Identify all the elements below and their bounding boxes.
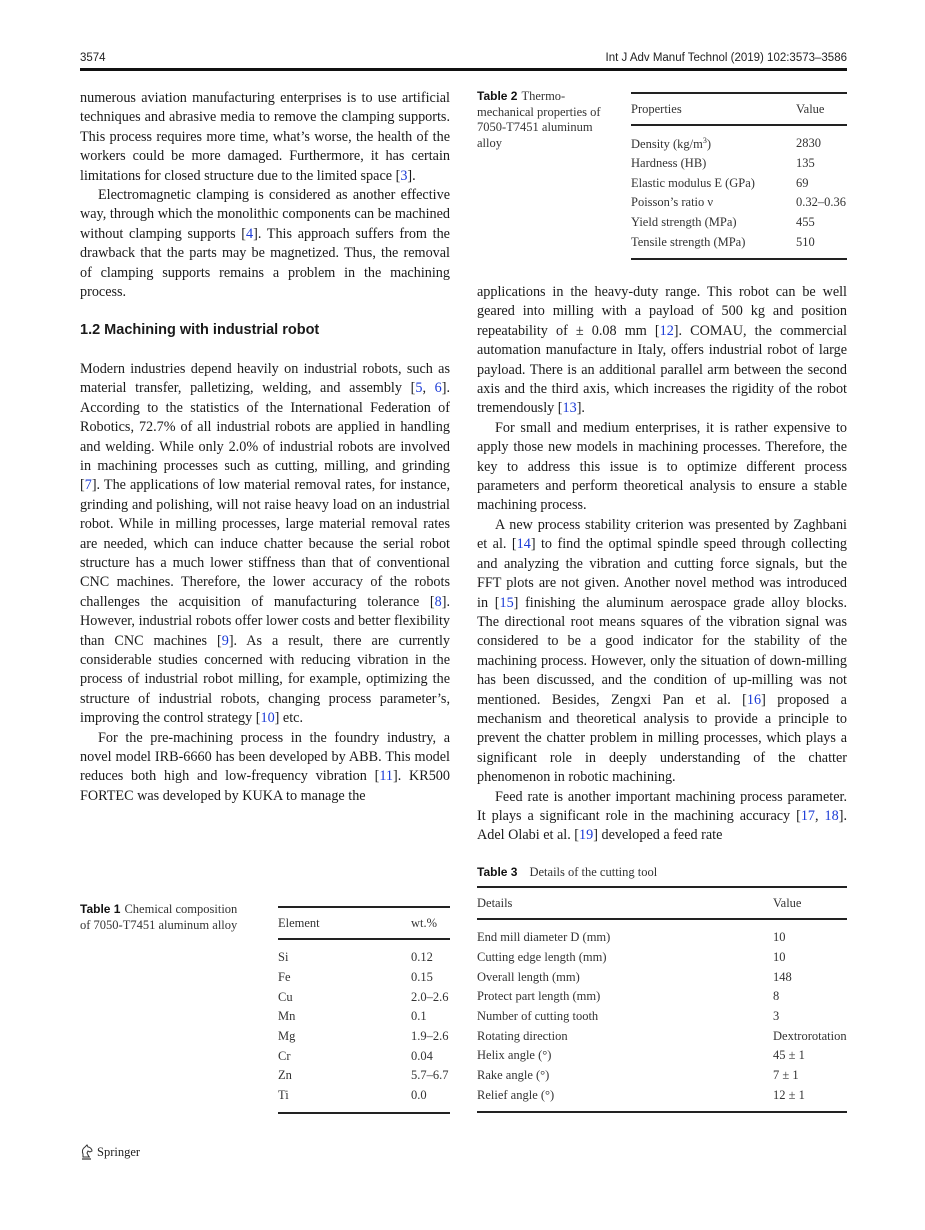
citation-link-5[interactable]: 5 xyxy=(415,380,423,397)
table-row: Mg 1.9–2.6 xyxy=(278,1029,449,1044)
table-row: Overall length (mm) 148 xyxy=(477,969,792,984)
header-rule xyxy=(80,68,847,71)
table-row: Tensile strength (MPa) 510 xyxy=(631,234,815,249)
citation-link-19[interactable]: 19 xyxy=(579,827,594,844)
citation-link-17[interactable]: 17 xyxy=(800,807,816,824)
citation-link-4[interactable]: 4 xyxy=(246,225,254,242)
table-header-row xyxy=(631,93,847,125)
citation-link-7[interactable]: 7 xyxy=(84,477,92,494)
table-2-caption: Table 2 Thermo-mechanical properties of 7050-T7451 aluminum alloy xyxy=(477,89,601,150)
table-row: Helix angle (°) 45 ± 1 xyxy=(477,1048,805,1063)
paragraph-7: A new process stability criterion was presented by Zaghbani et al. [14] to find the optimal spindle speed through collecting and analyzing the vibration and cutting force signals, but the FFT plots are not given. Another novel method was introduced in [15] finishing the aluminum aerospace grade alloy blocks. The directional root means squares of the vibration signal was considered to be a good indicator for the stability of the machining process. However, only the situation of down-milling has been discussed, and the condition of up-milling was not mentioned. Besides, Zengxi Pan et al. [16] proposed a mechanism and theoretical analysis to provide a principle to prevent the chatter problem in milling processes, which plays a significant role in deeply understanding of the chatter phenomenon in robotic machining. xyxy=(477,516,848,786)
column-header: Value xyxy=(796,101,825,116)
citation-link-18[interactable]: 18 xyxy=(824,807,839,824)
table-row: Zn 5.7–6.7 xyxy=(278,1068,449,1083)
paragraph-8: Feed rate is another important machining process parameter. It plays a significant role in the machining accuracy [17, 18]. Adel Olabi et al. [19] developed a feed rate xyxy=(477,788,847,844)
left-column xyxy=(80,89,450,806)
table-row: Hardness (HB) 135 xyxy=(631,156,815,171)
table-row: Cu 2.0–2.6 xyxy=(278,989,449,1004)
table-header-row xyxy=(278,907,450,939)
table-row: Protect part length (mm) 8 xyxy=(477,989,780,1004)
column-header: Properties xyxy=(631,101,682,116)
citation-link-13[interactable]: 13 xyxy=(562,400,577,417)
table-row: Cutting edge length (mm) 10 xyxy=(477,950,786,965)
citation-link-12[interactable]: 12 xyxy=(659,322,674,339)
publisher-footer xyxy=(80,1144,140,1160)
table-3-caption: Table 3 Details of the cutting tool xyxy=(477,865,658,879)
citation-link-9[interactable]: 9 xyxy=(221,632,229,649)
right-column xyxy=(477,283,847,846)
running-header xyxy=(80,50,847,68)
citation-link-6[interactable]: 6 xyxy=(434,380,442,397)
table-row: Relief angle (°) 12 ± 1 xyxy=(477,1087,805,1102)
citation-link-8[interactable]: 8 xyxy=(434,593,442,610)
table-header-row xyxy=(477,887,847,919)
table-1-label: Table 1 xyxy=(80,902,121,916)
table-row: End mill diameter D (mm) 10 xyxy=(477,930,786,945)
paragraph-3: Modern industries depend heavily on industrial robots, such as material transfer, palletizing, welding, and assembly [5, 6]. According to the statistics of the International Federation of Robotics, 72.7% of all industrial robots are applied in handling and welding. While only 2.0% of industrial robots are involved in machining processes such as cutting, milling, and grinding [7]. The applications of low material removal rates, for instance, grinding and polishing, will not raise heavy load on an industrial robot. While in milling processes, large material removal rates are needed, which can induce chatter because the serial robot structure has a much lower stiffness than that of conventional CNC machines. Therefore, the lower accuracy of the robots challenges the acquisition of manufacturing tolerance [8]. However, industrial robots offer lower costs and better flexibility than CNC machines [9]. As a result, there are currently considerable studies concerned with reducing vibration in the process of industrial robot milling, for example, optimizing the structure of industrial robots, changing process parameter’s, improving the control strategy [10] etc. xyxy=(80,360,451,727)
paragraph-4: For the pre-machining process in the foundry industry, a novel model IRB-6660 has been developed by ABB. This model reduces both high and low-frequency vibration [11]. KR500 FORTEC was developed by KUKA to manage the xyxy=(80,729,450,804)
table-row: Ti 0.0 xyxy=(278,1088,427,1103)
citation-link-10[interactable]: 10 xyxy=(260,710,275,727)
table-row: Rake angle (°) 7 ± 1 xyxy=(477,1068,799,1083)
table-1-caption: Table 1 Chemical composition of 7050-T7451 aluminum alloy xyxy=(80,902,238,932)
paragraph-5: applications in the heavy-duty range. This robot can be well geared into milling with a payload of 500 kg and position repeatability of ± 0.08 mm [12]. COMAU, the commercial automation manufacture in Italy, offers industrial robot of large payload. There is an additional parallel arm between the second axis and the third axis, which increases the rigidity of the robot tremendously [13]. xyxy=(477,284,847,417)
paragraph-2: Electromagnetic clamping is considered as another effective way, through which the monolithic components can be machined without clamping supports [4]. This approach suffers from the drawback that the parts may be magnetized. Thus, the removal of clamping supports remains a problem in the machining process. xyxy=(80,187,450,301)
citation-link-16[interactable]: 16 xyxy=(746,691,762,708)
column-header: wt.% xyxy=(411,915,438,930)
table-1 xyxy=(278,906,450,1114)
table-row: Number of cutting tooth 3 xyxy=(477,1009,780,1024)
table-row: Elastic modulus E (GPa) 69 xyxy=(631,175,809,190)
table-row: Si 0.12 xyxy=(278,950,433,965)
springer-knight-icon xyxy=(80,1144,94,1160)
citation-link-11[interactable]: 11 xyxy=(379,768,393,785)
citation-link-14[interactable]: 14 xyxy=(516,536,531,553)
table-3 xyxy=(477,886,847,1113)
table-row: Cr 0.04 xyxy=(278,1048,433,1063)
table-3-label: Table 3 xyxy=(477,865,518,879)
table-row: Mn 0.1 xyxy=(278,1009,427,1024)
citation-link-3[interactable]: 3 xyxy=(400,167,408,184)
table-row: Fe 0.15 xyxy=(278,970,433,985)
table-row: Poisson’s ratio ν 0.32–0.36 xyxy=(631,195,846,210)
table-2-label: Table 2 xyxy=(477,89,518,103)
table-row: Yield strength (MPa) 455 xyxy=(631,215,815,230)
column-header: Details xyxy=(477,895,513,910)
paragraph-6: For small and medium enterprises, it is rather expensive to apply those new models in machining processes. Therefore, the key to address this issue is to optimize different process parameters and perform theoretical analysis to ensure a stable machining process. xyxy=(477,419,847,514)
page-number: 3574 xyxy=(80,52,106,64)
publisher-name: Springer xyxy=(97,1144,141,1159)
column-header: Element xyxy=(278,915,320,930)
table-2 xyxy=(631,92,847,260)
column-header: Value xyxy=(773,895,802,910)
table-row: Density $(kg/m^3)$ 2830 xyxy=(631,135,821,151)
paragraph-1: numerous aviation manufacturing enterprises is to use artificial techniques and abrasive media to remove the clamping supports. This process requires more time, what’s worse, the health of the workers could be more damaged. Furthermore, it has certain limitations for closed structure due to the limited space [3]. xyxy=(80,90,450,184)
section-heading: 1.2 Machining with industrial robot xyxy=(80,322,320,339)
table-row: Rotating direction Dextrorotation xyxy=(477,1028,847,1043)
citation-link-15[interactable]: 15 xyxy=(499,594,514,611)
journal-citation: Int J Adv Manuf Technol (2019) 102:3573–3586 xyxy=(605,52,847,64)
